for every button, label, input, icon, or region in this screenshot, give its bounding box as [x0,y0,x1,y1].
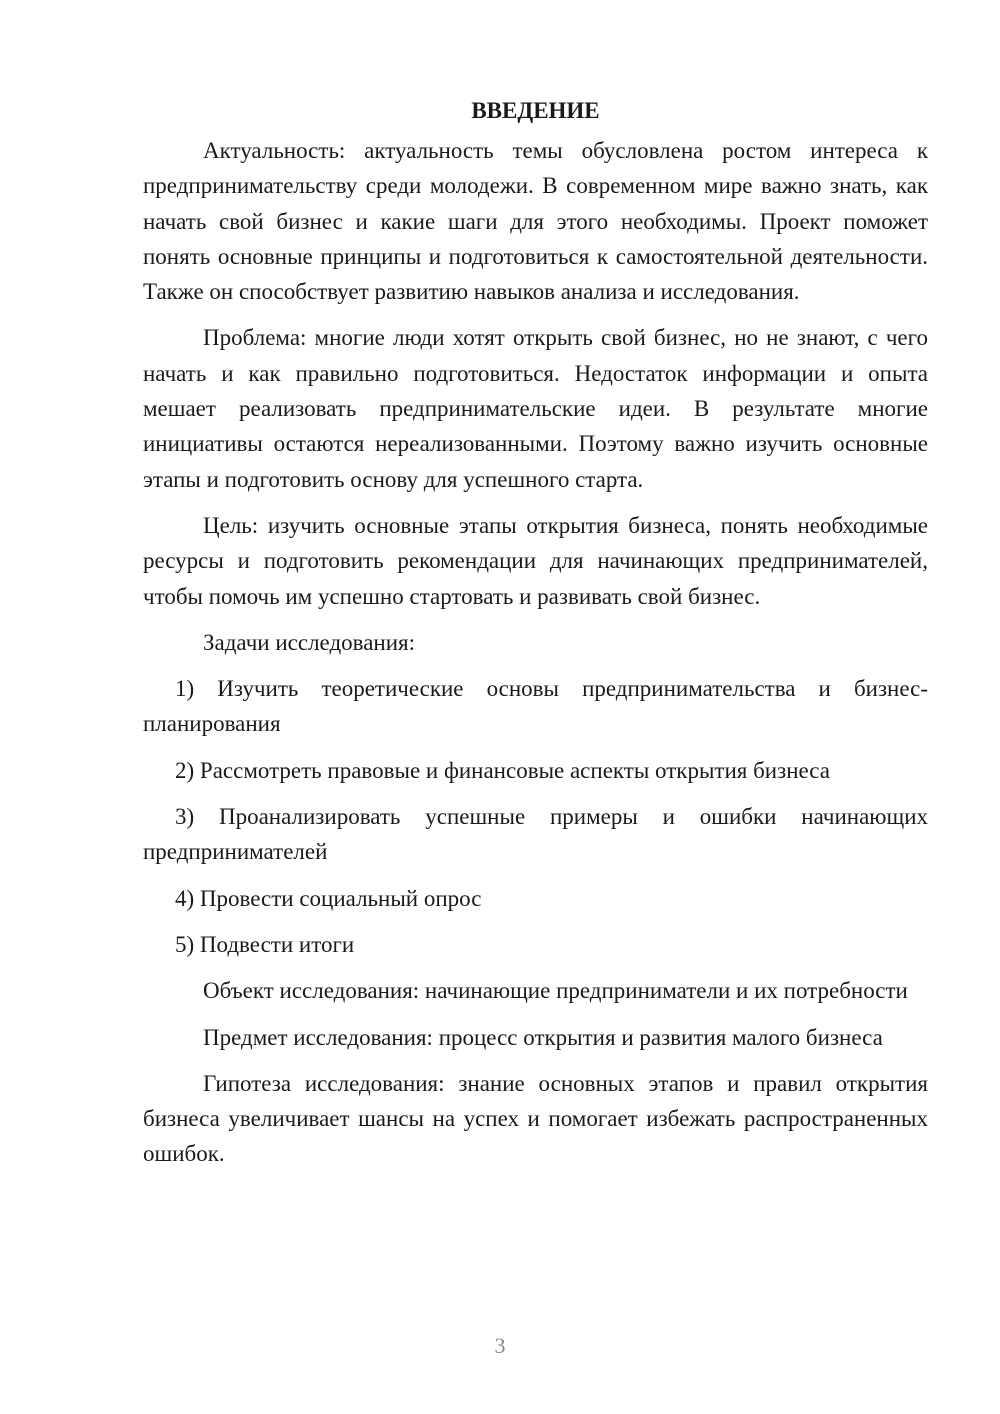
section-title: ВВЕДЕНИЕ [471,98,600,123]
page-number: 3 [494,1333,506,1358]
paragraph-hypothesis: Гипотеза исследования: знание основных этапов и правил открытия бизнеса увеличивает шансы на успех и помогает избежать распространенных ошибок. [143,1070,928,1167]
document-page [143,93,928,1183]
paragraph-relevance: Актуальность: актуальность темы обусловлена ростом интереса к предпринимательству среди молодежи. В современном мире важно знать, как начать свой бизнес и какие шаги для этого необходимы. Проект поможет понять основные принципы и подготовиться к самостоятельной деятельности. Также он способствует развитию навыков анализа и исследования. [143,138,928,305]
task-item-5: 5) Подвести итоги [175,931,355,957]
paragraph-subject: Предмет исследования: процесс открытия и развития малого бизнеса [203,1024,883,1050]
paragraph-tasks-heading: Задачи исследования: [203,629,416,655]
paragraph-problem: Проблема: многие люди хотят открыть свой бизнес, но не знают, с чего начать и как правильно подготовиться. Недостаток информации и опыта мешает реализовать предпринимательские идеи. В результате многие инициативы остаются нереализованными. Поэтому важно изучить основные этапы и подготовить основу для успешного старта. [143,325,928,492]
task-item-1: 1) Изучить теоретические основы предпринимательства и бизнес-планирования [143,676,928,737]
task-item-2: 2) Рассмотреть правовые и финансовые аспекты открытия бизнеса [175,757,830,783]
paragraph-object: Объект исследования: начинающие предприниматели и их потребности [203,978,908,1004]
task-item-3: 3) Проанализировать успешные примеры и ошибки начинающих предпринимателей [143,804,928,865]
task-item-4: 4) Провести социальный опрос [175,885,482,911]
paragraph-goal: Цель: изучить основные этапы открытия бизнеса, понять необходимые ресурсы и подготовить рекомендации для начинающих предпринимателей, чтобы помочь им успешно стартовать и развивать свой бизнес. [143,512,928,609]
